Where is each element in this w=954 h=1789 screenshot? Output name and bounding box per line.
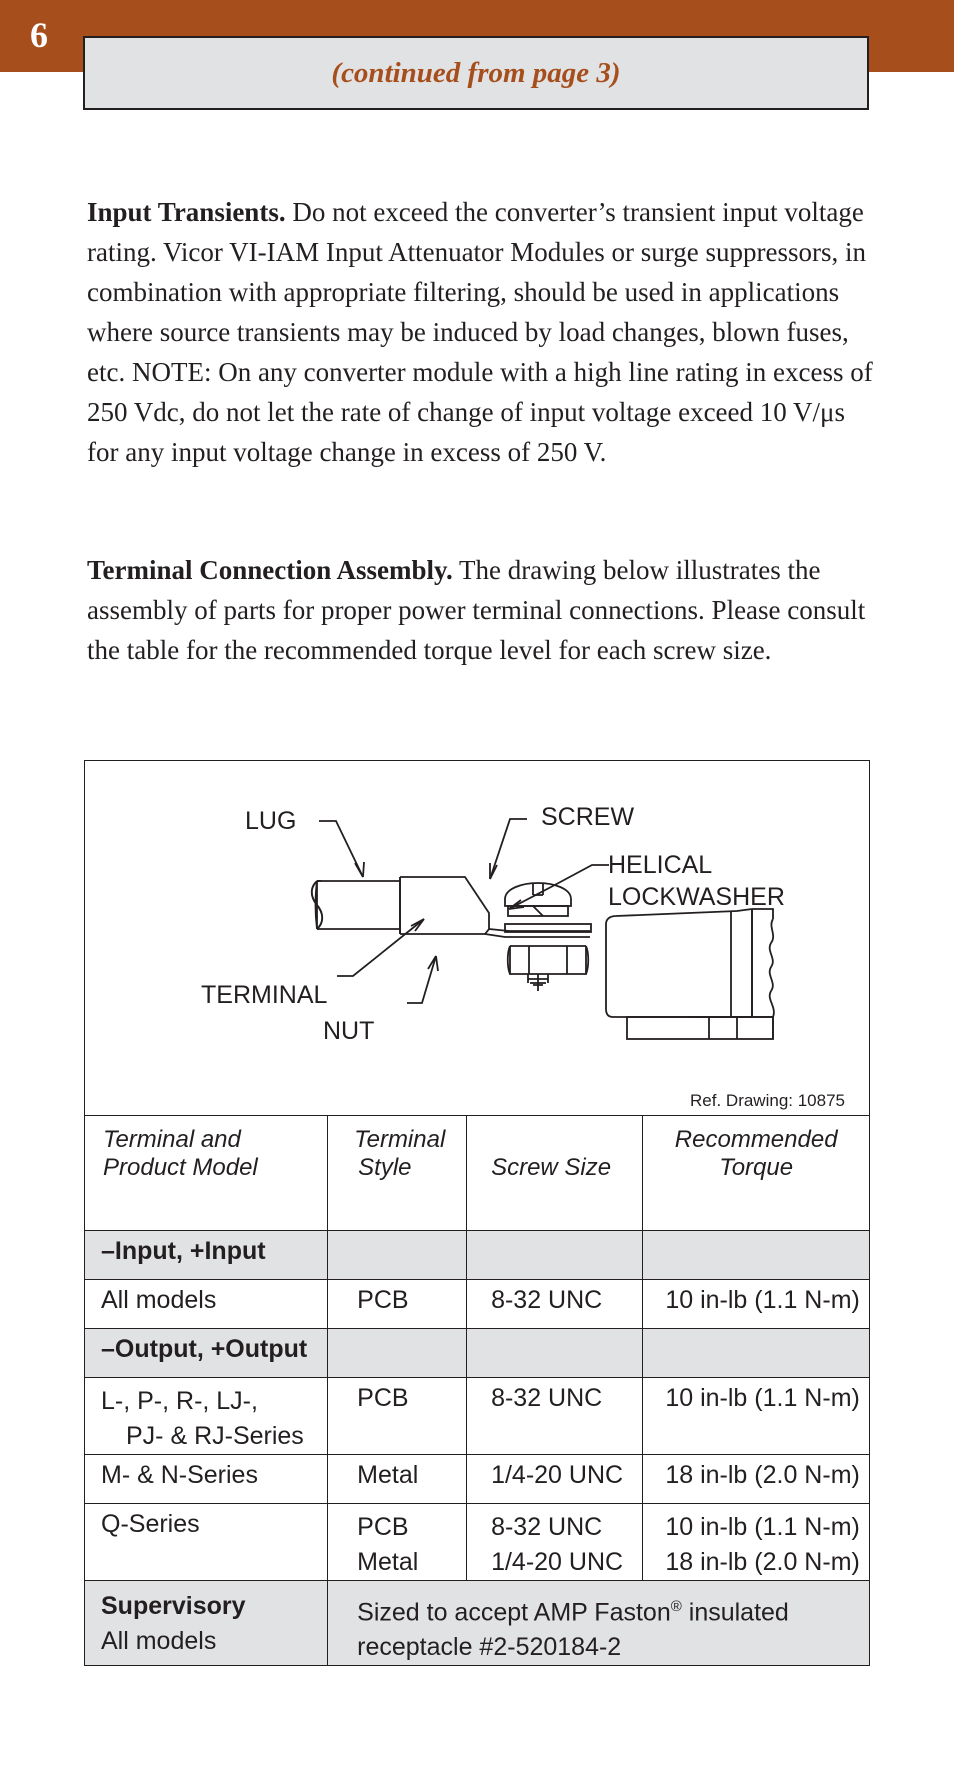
continued-text: (continued from page 3) — [331, 56, 621, 89]
lockwasher-label: LOCKWASHER — [608, 883, 785, 911]
page-number: 6 — [30, 15, 48, 55]
torque-table — [84, 1115, 870, 1666]
screw-leader — [490, 819, 527, 879]
header-model: Terminal and Product Model — [85, 1116, 328, 1231]
header-style: Terminal Style — [328, 1116, 467, 1231]
terminal-assembly-paragraph — [87, 550, 877, 670]
screw-label: SCREW — [541, 803, 635, 831]
supervisory-description: Sized to accept AMP Faston® insulated receptacle #2-520184-2 — [328, 1581, 870, 1666]
nut-shape — [510, 946, 586, 974]
table-row: Q-Series PCB Metal 8-32 UNC 1/4-20 UNC 10 in-lb (1.1 N-m) 18 in-lb (2.0 N-m) — [85, 1504, 870, 1581]
group-output-label: –Output, +Output — [85, 1329, 328, 1378]
header-torque: Recommended Torque — [643, 1116, 870, 1231]
supervisory-row — [85, 1581, 870, 1666]
continued-banner — [83, 36, 869, 110]
table-row: M- & N-Series Metal 1/4-20 UNC 18 in-lb (2.0 N-m) — [85, 1455, 870, 1504]
terminal-label: TERMINAL — [201, 981, 328, 1009]
table-row: All models PCB 8-32 UNC 10 in-lb (1.1 N-m) — [85, 1280, 870, 1329]
helical-label: HELICAL — [608, 851, 713, 879]
input-transients-paragraph — [87, 192, 877, 472]
supervisory-model: All models — [101, 1627, 217, 1655]
supervisory-title: Supervisory — [101, 1592, 246, 1620]
lug-leader — [319, 821, 363, 877]
table-header-row — [85, 1116, 870, 1231]
terminal-assembly-heading: Terminal Connection Assembly. — [87, 555, 453, 585]
header-screw: Screw Size — [467, 1116, 643, 1231]
terminal-assembly-drawing — [84, 760, 870, 1116]
input-transients-text: Do not exceed the converter’s transient input voltage rating. Vicor VI-IAM Input Attenuator Modules or surge suppressors, in combination with appropriate filtering, should be used in applications where source transients may be induced by load changes, blown fuses, etc. NOTE: On any converter module with a high line rating in excess of 250 Vdc, do not let the rate of change of input voltage exceed 10 V/μs for any input voltage change in excess of 250 V. — [87, 197, 873, 467]
group-row-input — [85, 1231, 870, 1280]
table-row: L-, P-, R-, LJ-, PJ- & RJ-Series PCB 8-32 UNC 10 in-lb (1.1 N-m) — [85, 1378, 870, 1455]
reference-drawing: Ref. Drawing: 10875 — [690, 1091, 845, 1110]
terminal-foot — [627, 1017, 773, 1039]
terminal-leader — [337, 919, 424, 976]
nut-label: NUT — [323, 1017, 375, 1045]
input-transients-heading: Input Transients. — [87, 197, 286, 227]
assembly-diagram-svg — [85, 761, 871, 1117]
group-input-label: –Input, +Input — [85, 1231, 328, 1280]
group-row-output — [85, 1329, 870, 1378]
terminal-assembly-text: The drawing below illustrates the assembly of parts for proper power terminal connections. Please consult the table for the recommended torque level for each screw size. — [87, 555, 866, 665]
lug-label: LUG — [245, 807, 297, 835]
